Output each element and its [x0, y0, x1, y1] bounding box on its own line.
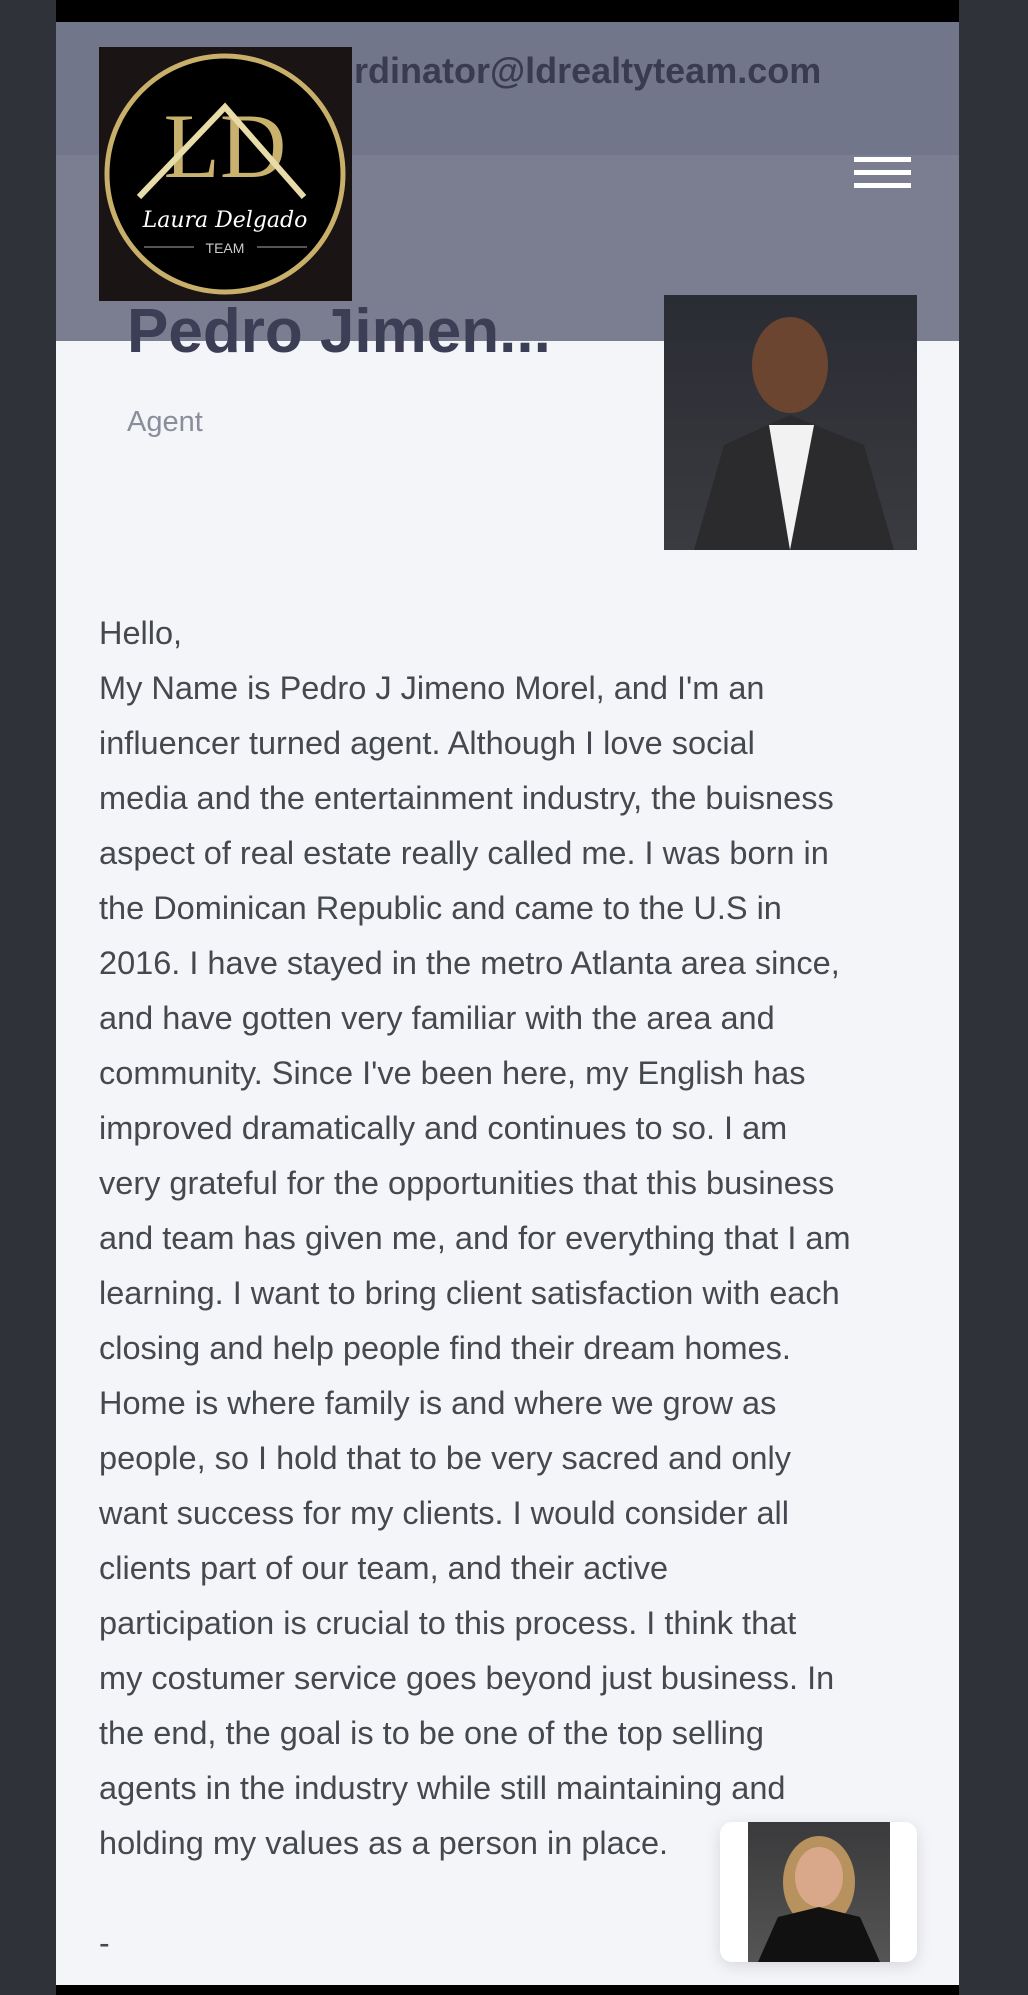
menu-hamburger-icon[interactable]: [854, 157, 911, 189]
bio-line: Hello,: [99, 615, 183, 651]
status-bar: [56, 0, 959, 22]
team-lead-chat-widget[interactable]: [720, 1822, 917, 1962]
agent-role: Agent: [127, 406, 203, 438]
bio-line: 2016. I have stayed in the metro Atlanta area since,: [99, 945, 840, 981]
agent-name: Pedro Jimen...: [127, 297, 551, 366]
bio-line: closing and help people find their dream homes.: [99, 1330, 791, 1366]
bio-line: influencer turned agent. Although I love social: [99, 725, 755, 761]
agent-bio: [99, 606, 851, 1871]
bio-line: community. Since I've been here, my English has: [99, 1055, 806, 1091]
bio-trailer: -: [99, 1925, 110, 1961]
bottom-bar: [56, 1985, 959, 1995]
bio-line: improved dramatically and continues to so. I am: [99, 1110, 788, 1146]
bio-line: aspect of real estate really called me. I was born in: [99, 835, 829, 871]
contact-email-link[interactable]: rdinator@ldrealtyteam.com: [354, 50, 822, 91]
bio-line: people, so I hold that to be very sacred and only: [99, 1440, 791, 1476]
bio-line: holding my values as a person in place.: [99, 1825, 669, 1861]
team-logo[interactable]: [99, 47, 352, 301]
bio-line: clients part of our team, and their active: [99, 1550, 669, 1586]
bio-line: learning. I want to bring client satisfaction with each: [99, 1275, 840, 1311]
svg-text:TEAM: TEAM: [205, 240, 245, 256]
bio-line: very grateful for the opportunities that this business: [99, 1165, 835, 1201]
bio-line: want success for my clients. I would consider all: [99, 1495, 789, 1531]
bio-line: media and the entertainment industry, the buisness: [99, 780, 834, 816]
agent-photo: [664, 295, 917, 550]
bio-line: participation is crucial to this process. I think that: [99, 1605, 797, 1641]
svg-text:Laura Delgado: Laura Delgado: [142, 208, 308, 233]
bio-line: my costumer service goes beyond just business. In: [99, 1660, 835, 1696]
bio-line: My Name is Pedro J Jimeno Morel, and I'm an: [99, 670, 765, 706]
bio-line: Home is where family is and where we grow as: [99, 1385, 777, 1421]
bio-line: and team has given me, and for everything that I am: [99, 1220, 851, 1256]
svg-text:LD: LD: [163, 95, 287, 197]
bio-line: and have gotten very familiar with the area and: [99, 1000, 775, 1036]
bio-line: the end, the goal is to be one of the top selling: [99, 1715, 764, 1751]
team-lead-photo: [748, 1822, 890, 1962]
bio-line: the Dominican Republic and came to the U.S in: [99, 890, 782, 926]
bio-line: agents in the industry while still maintaining and: [99, 1770, 786, 1806]
